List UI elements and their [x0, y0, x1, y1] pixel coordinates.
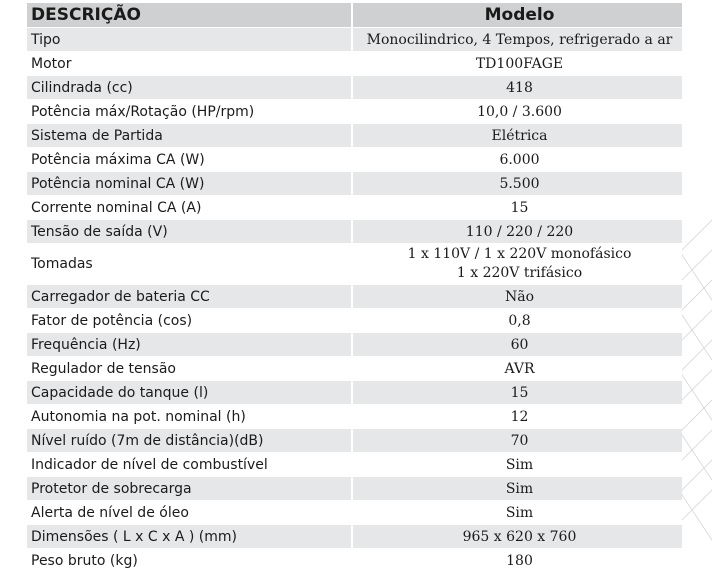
row-value-line: 1 x 220V trifásico	[456, 265, 583, 281]
row-value: Sim	[351, 453, 682, 477]
row-value: 110 / 220 / 220	[351, 220, 682, 244]
row-value: 70	[351, 429, 682, 453]
row-value: AVR	[351, 357, 682, 381]
row-label: Carregador de bateria CC	[27, 285, 351, 309]
table-row	[27, 124, 682, 148]
row-value: Monocilindrico, 4 Tempos, refrigerado a ar	[351, 28, 682, 52]
row-label: Cilindrada (cc)	[27, 76, 351, 100]
row-value: 965 x 620 x 760	[351, 525, 682, 549]
row-label: Tipo	[27, 28, 351, 52]
row-value: Sim	[351, 477, 682, 501]
row-label: Nível ruído (7m de distância)(dB)	[27, 429, 351, 453]
row-label: Tomadas	[27, 244, 351, 285]
table-row	[27, 285, 682, 309]
row-value: 180	[351, 549, 682, 573]
row-value: 12	[351, 405, 682, 429]
row-label: Alerta de nível de óleo	[27, 501, 351, 525]
row-label: Fator de potência (cos)	[27, 309, 351, 333]
row-label: Dimensões ( L x C x A ) (mm)	[27, 525, 351, 549]
header-model: Modelo	[351, 3, 682, 28]
row-label: Protetor de sobrecarga	[27, 477, 351, 501]
row-label: Potência máx/Rotação (HP/rpm)	[27, 100, 351, 124]
row-value: 6.000	[351, 148, 682, 172]
row-label: Potência máxima CA (W)	[27, 148, 351, 172]
row-value: 10,0 / 3.600	[351, 100, 682, 124]
table-row	[27, 196, 682, 220]
table-row	[27, 148, 682, 172]
table-row	[27, 76, 682, 100]
row-label: Tensão de saída (V)	[27, 220, 351, 244]
row-value	[351, 244, 682, 285]
table-row	[27, 477, 682, 501]
row-value: 60	[351, 333, 682, 357]
table-row	[27, 501, 682, 525]
row-label: Potência nominal CA (W)	[27, 172, 351, 196]
row-value: 15	[351, 381, 682, 405]
row-label: Capacidade do tanque (l)	[27, 381, 351, 405]
table-row	[27, 549, 682, 573]
table-row	[27, 381, 682, 405]
table-row	[27, 309, 682, 333]
table-body	[27, 28, 682, 573]
table-row	[27, 100, 682, 124]
table-row	[27, 357, 682, 381]
row-label: Motor	[27, 52, 351, 76]
row-value: 15	[351, 196, 682, 220]
table-row	[27, 525, 682, 549]
row-value: 418	[351, 76, 682, 100]
row-value: Não	[351, 285, 682, 309]
table-row	[27, 429, 682, 453]
header-description: DESCRIÇÃO	[27, 3, 351, 28]
row-label: Regulador de tensão	[27, 357, 351, 381]
table-header-row	[27, 3, 682, 28]
table-row	[27, 172, 682, 196]
table-row	[27, 52, 682, 76]
row-label: Sistema de Partida	[27, 124, 351, 148]
table-row	[27, 244, 682, 285]
row-label: Autonomia na pot. nominal (h)	[27, 405, 351, 429]
row-value: 0,8	[351, 309, 682, 333]
row-value: Sim	[351, 501, 682, 525]
table-row	[27, 405, 682, 429]
row-value: Elétrica	[351, 124, 682, 148]
row-value: TD100FAGE	[351, 52, 682, 76]
table-row	[27, 453, 682, 477]
table-row	[27, 333, 682, 357]
row-label: Frequência (Hz)	[27, 333, 351, 357]
row-value-line: 1 x 110V / 1 x 220V monofásico	[407, 246, 632, 262]
row-label: Indicador de nível de combustível	[27, 453, 351, 477]
table-row	[27, 220, 682, 244]
row-label: Corrente nominal CA (A)	[27, 196, 351, 220]
spec-table	[27, 3, 682, 573]
table-row	[27, 28, 682, 52]
row-value: 5.500	[351, 172, 682, 196]
row-label: Peso bruto (kg)	[27, 549, 351, 573]
